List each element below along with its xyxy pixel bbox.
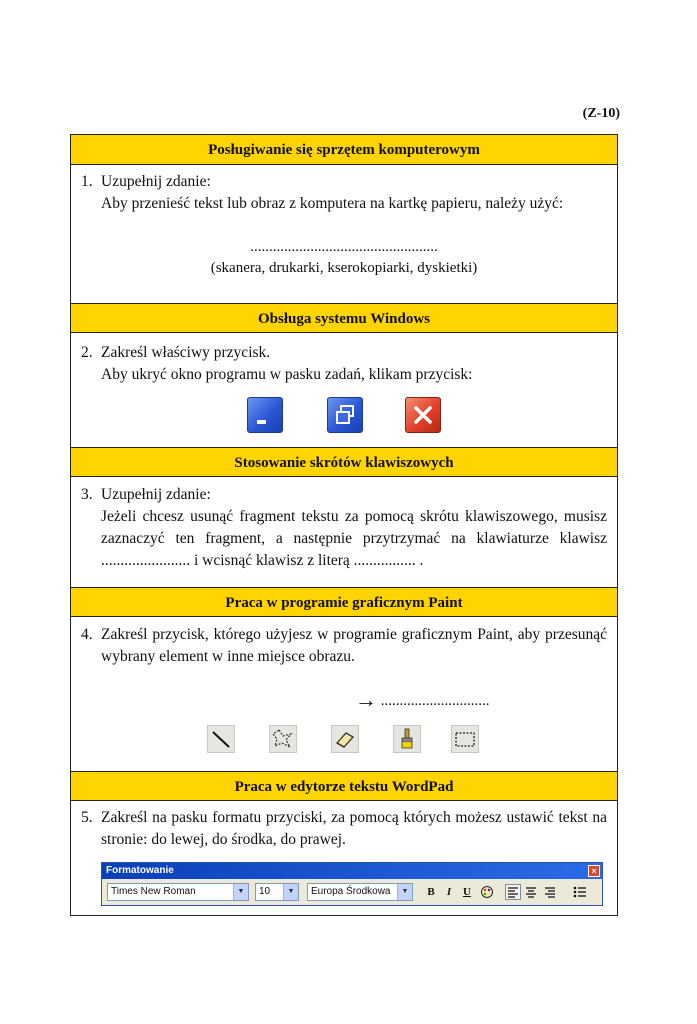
align-center-button[interactable] — [523, 884, 539, 900]
italic-button[interactable]: I — [446, 886, 452, 898]
section-header-hardware: Posługiwanie się sprzętem komputerowym — [71, 135, 617, 165]
close-button[interactable] — [405, 397, 441, 433]
minimize-button[interactable] — [247, 397, 283, 433]
minimize-icon — [248, 398, 282, 432]
restore-icon — [328, 398, 362, 432]
task-number: 2. — [81, 344, 93, 361]
eraser-button[interactable] — [331, 725, 359, 753]
script-value: Europa Środkowa — [311, 886, 391, 897]
color-button[interactable] — [479, 884, 495, 900]
task-question: Zakreśl na pasku formatu przyciski, za pomocą których możesz ustawić tekst na stronie: do lewej, do środka, do prawej. — [101, 809, 607, 848]
chevron-down-icon: ▼ — [283, 884, 298, 900]
section-header-shortcuts: Stosowanie skrótów klawiszowych — [71, 447, 617, 477]
task-2 — [81, 342, 607, 386]
task-5 — [81, 807, 607, 851]
toolbar-title: Formatowanie — [106, 865, 174, 876]
bold-button[interactable]: B — [427, 886, 435, 898]
line-tool-icon — [208, 726, 234, 752]
font-value: Times New Roman — [111, 886, 196, 897]
line-tool-button[interactable] — [207, 725, 235, 753]
task-instruction: Zakreśl właściwy przycisk. — [101, 344, 271, 361]
bullet-list-icon — [572, 884, 588, 900]
task-question: Aby ukryć okno programu w pasku zadań, klikam przycisk: — [101, 366, 473, 383]
font-select[interactable] — [107, 883, 249, 901]
align-left-button[interactable] — [505, 884, 521, 900]
section-header-wordpad: Praca w edytorze tekstu WordPad — [71, 771, 617, 801]
align-center-icon — [523, 884, 539, 900]
size-select[interactable] — [255, 883, 299, 901]
close-icon — [406, 398, 440, 432]
section-header-paint: Praca w programie graficznym Paint — [71, 587, 617, 617]
task-instruction: Uzupełnij zdanie: — [101, 173, 211, 190]
bullets-button[interactable] — [572, 884, 588, 900]
task-number: 1. — [81, 173, 93, 190]
toolbar-titlebar — [102, 863, 602, 879]
restore-button[interactable] — [327, 397, 363, 433]
script-select[interactable] — [307, 883, 413, 901]
task-number: 5. — [81, 809, 93, 826]
task-question: Zakreśl przycisk, którego użyjesz w programie graficznym Paint, aby przesunąć wybrany element w inne miejsce obrazu. — [101, 626, 607, 665]
page-code: (Z-10) — [582, 106, 620, 121]
task-4 — [81, 624, 607, 668]
free-select-icon — [270, 726, 296, 752]
align-right-button[interactable] — [542, 884, 558, 900]
task-3 — [81, 484, 607, 572]
palette-icon — [479, 884, 495, 900]
eraser-icon — [332, 726, 358, 752]
task-question: Aby przenieść tekst lub obraz z komputera na kartkę papieru, należy użyć: — [101, 195, 564, 212]
free-select-button[interactable] — [269, 725, 297, 753]
underline-button[interactable]: U — [463, 886, 471, 898]
chevron-down-icon: ▼ — [397, 884, 412, 900]
task-number: 4. — [81, 626, 93, 643]
arrow-icon: → — [355, 687, 377, 712]
size-value: 10 — [259, 886, 271, 897]
format-toolbar — [101, 862, 603, 906]
rect-select-button[interactable] — [451, 725, 479, 753]
align-right-icon — [542, 884, 558, 900]
worksheet-frame — [70, 134, 618, 916]
task-question: Jeżeli chcesz usunąć fragment tekstu za pomocą skrótu klawiszowego, musisz zaznaczyć ten fragment, a następnie przytrzymać na klawiaturze klawisz ....................... i wcisnąć klawisz z literą ................ . — [101, 508, 607, 569]
answer-blank[interactable]: .................................................. — [250, 239, 438, 255]
toolbar-close-button[interactable]: × — [588, 865, 600, 877]
brush-icon — [394, 726, 420, 752]
brush-button[interactable] — [393, 725, 421, 753]
answer-options: (skanera, drukarki, kserokopiarki, dyskietki) — [210, 260, 478, 276]
section-header-windows: Obsługa systemu Windows — [71, 303, 617, 333]
align-left-icon — [506, 885, 520, 899]
task-number: 3. — [81, 486, 93, 503]
answer-blank[interactable]: ............................. — [380, 693, 490, 709]
task-1 — [81, 171, 607, 215]
rect-select-icon — [452, 726, 478, 752]
answer-line — [355, 687, 490, 713]
task-instruction: Uzupełnij zdanie: — [101, 486, 211, 503]
chevron-down-icon: ▼ — [233, 884, 248, 900]
